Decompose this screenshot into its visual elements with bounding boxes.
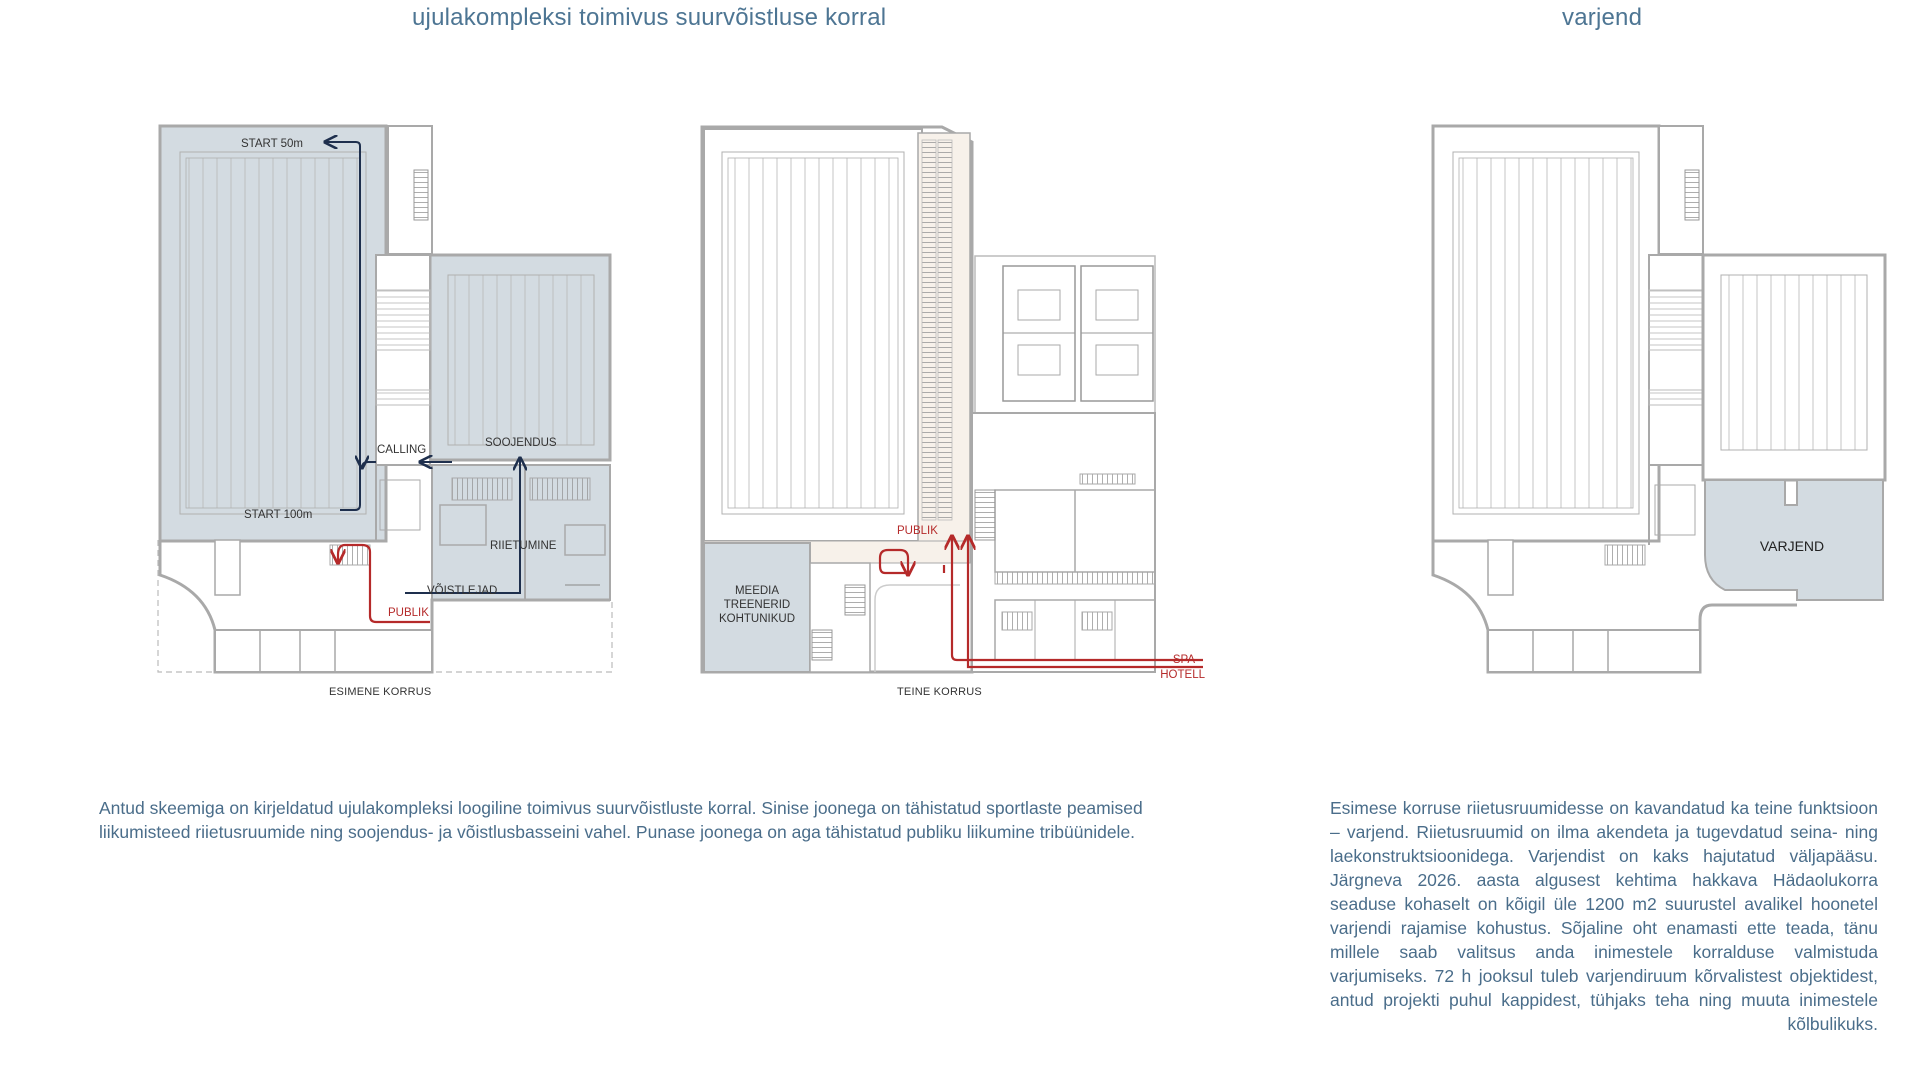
section-title-shelter: varjend	[1562, 4, 1643, 31]
caption-first-floor: ESIMENE KORRUS	[329, 686, 432, 698]
caption-second-floor: TEINE KORRUS	[897, 686, 982, 698]
plan-first-floor	[158, 126, 612, 672]
label-media-3: KOHTUNIKUD	[718, 613, 796, 625]
label-soojendus: SOOJENDUS	[485, 437, 557, 449]
label-hotell: HOTELL	[1160, 669, 1205, 681]
label-media-2: TREENERID	[723, 599, 791, 611]
label-media-1: MEEDIA	[734, 585, 780, 597]
pool-50m-upper	[728, 158, 898, 508]
section-title-competition: ujulakompleksi toimivus suurvõistluse korral	[412, 4, 887, 31]
pool-50m-shelter	[1459, 158, 1633, 508]
label-spa: SPA	[1172, 654, 1195, 666]
label-calling: CALLING	[377, 444, 427, 456]
plan-shelter	[1433, 126, 1885, 672]
description-left: Antud skeemiga on kirjeldatud ujulakompleksi loogiline toimivus suurvõistluste korral. Sinise joonega on tähistatud sportlaste peamised liikumisteed riietusruumide ning soojendus- ja võistlusbasseini vahel. Punase joonega on aga tähistatud publiku liikumine tribüünidele.	[99, 798, 1143, 842]
description-right: Esimese korruse riietusruumidesse on kavandatud ka teine funktsioon – varjend. Riietusruumid on ilma akendeta ja tugevdatud seina- ning laekonstruktsioonidega. Varjendist on kaks hajutatud väljapääsu. Järgneva 2026. aasta algusest kehtima hakkava Hädaolukorra seaduse kohaselt on kõigil üle 1200 m2 suurustel avalikel hoonetel varjendi rajamise kohustus. Sõjaline oht enamasti ette teada, tänu millele saab valitsus anda inimestele korralduse valmistuda varjumiseks. 72 h jooksul tuleb varjendiruum kõrvalistest objektidest, antud projekti puhul kappidest, tühjaks teha ning muuta inimestele kõlbulikuks.	[1330, 798, 1878, 1034]
label-start50: START 50m	[241, 138, 303, 150]
warmup-pool	[448, 275, 594, 445]
plan-second-floor	[702, 127, 1206, 681]
pool-50m	[186, 158, 360, 508]
label-publik-2: PUBLIK	[897, 525, 938, 537]
label-riietumine: RIIETUMINE	[490, 540, 557, 552]
label-voistlejad: VÕISTLEJAD	[427, 585, 498, 597]
label-publik-1: PUBLIK	[388, 607, 429, 619]
sports-hall	[975, 256, 1155, 413]
label-varjend: VARJEND	[1759, 538, 1825, 554]
label-start100: START 100m	[244, 509, 313, 521]
